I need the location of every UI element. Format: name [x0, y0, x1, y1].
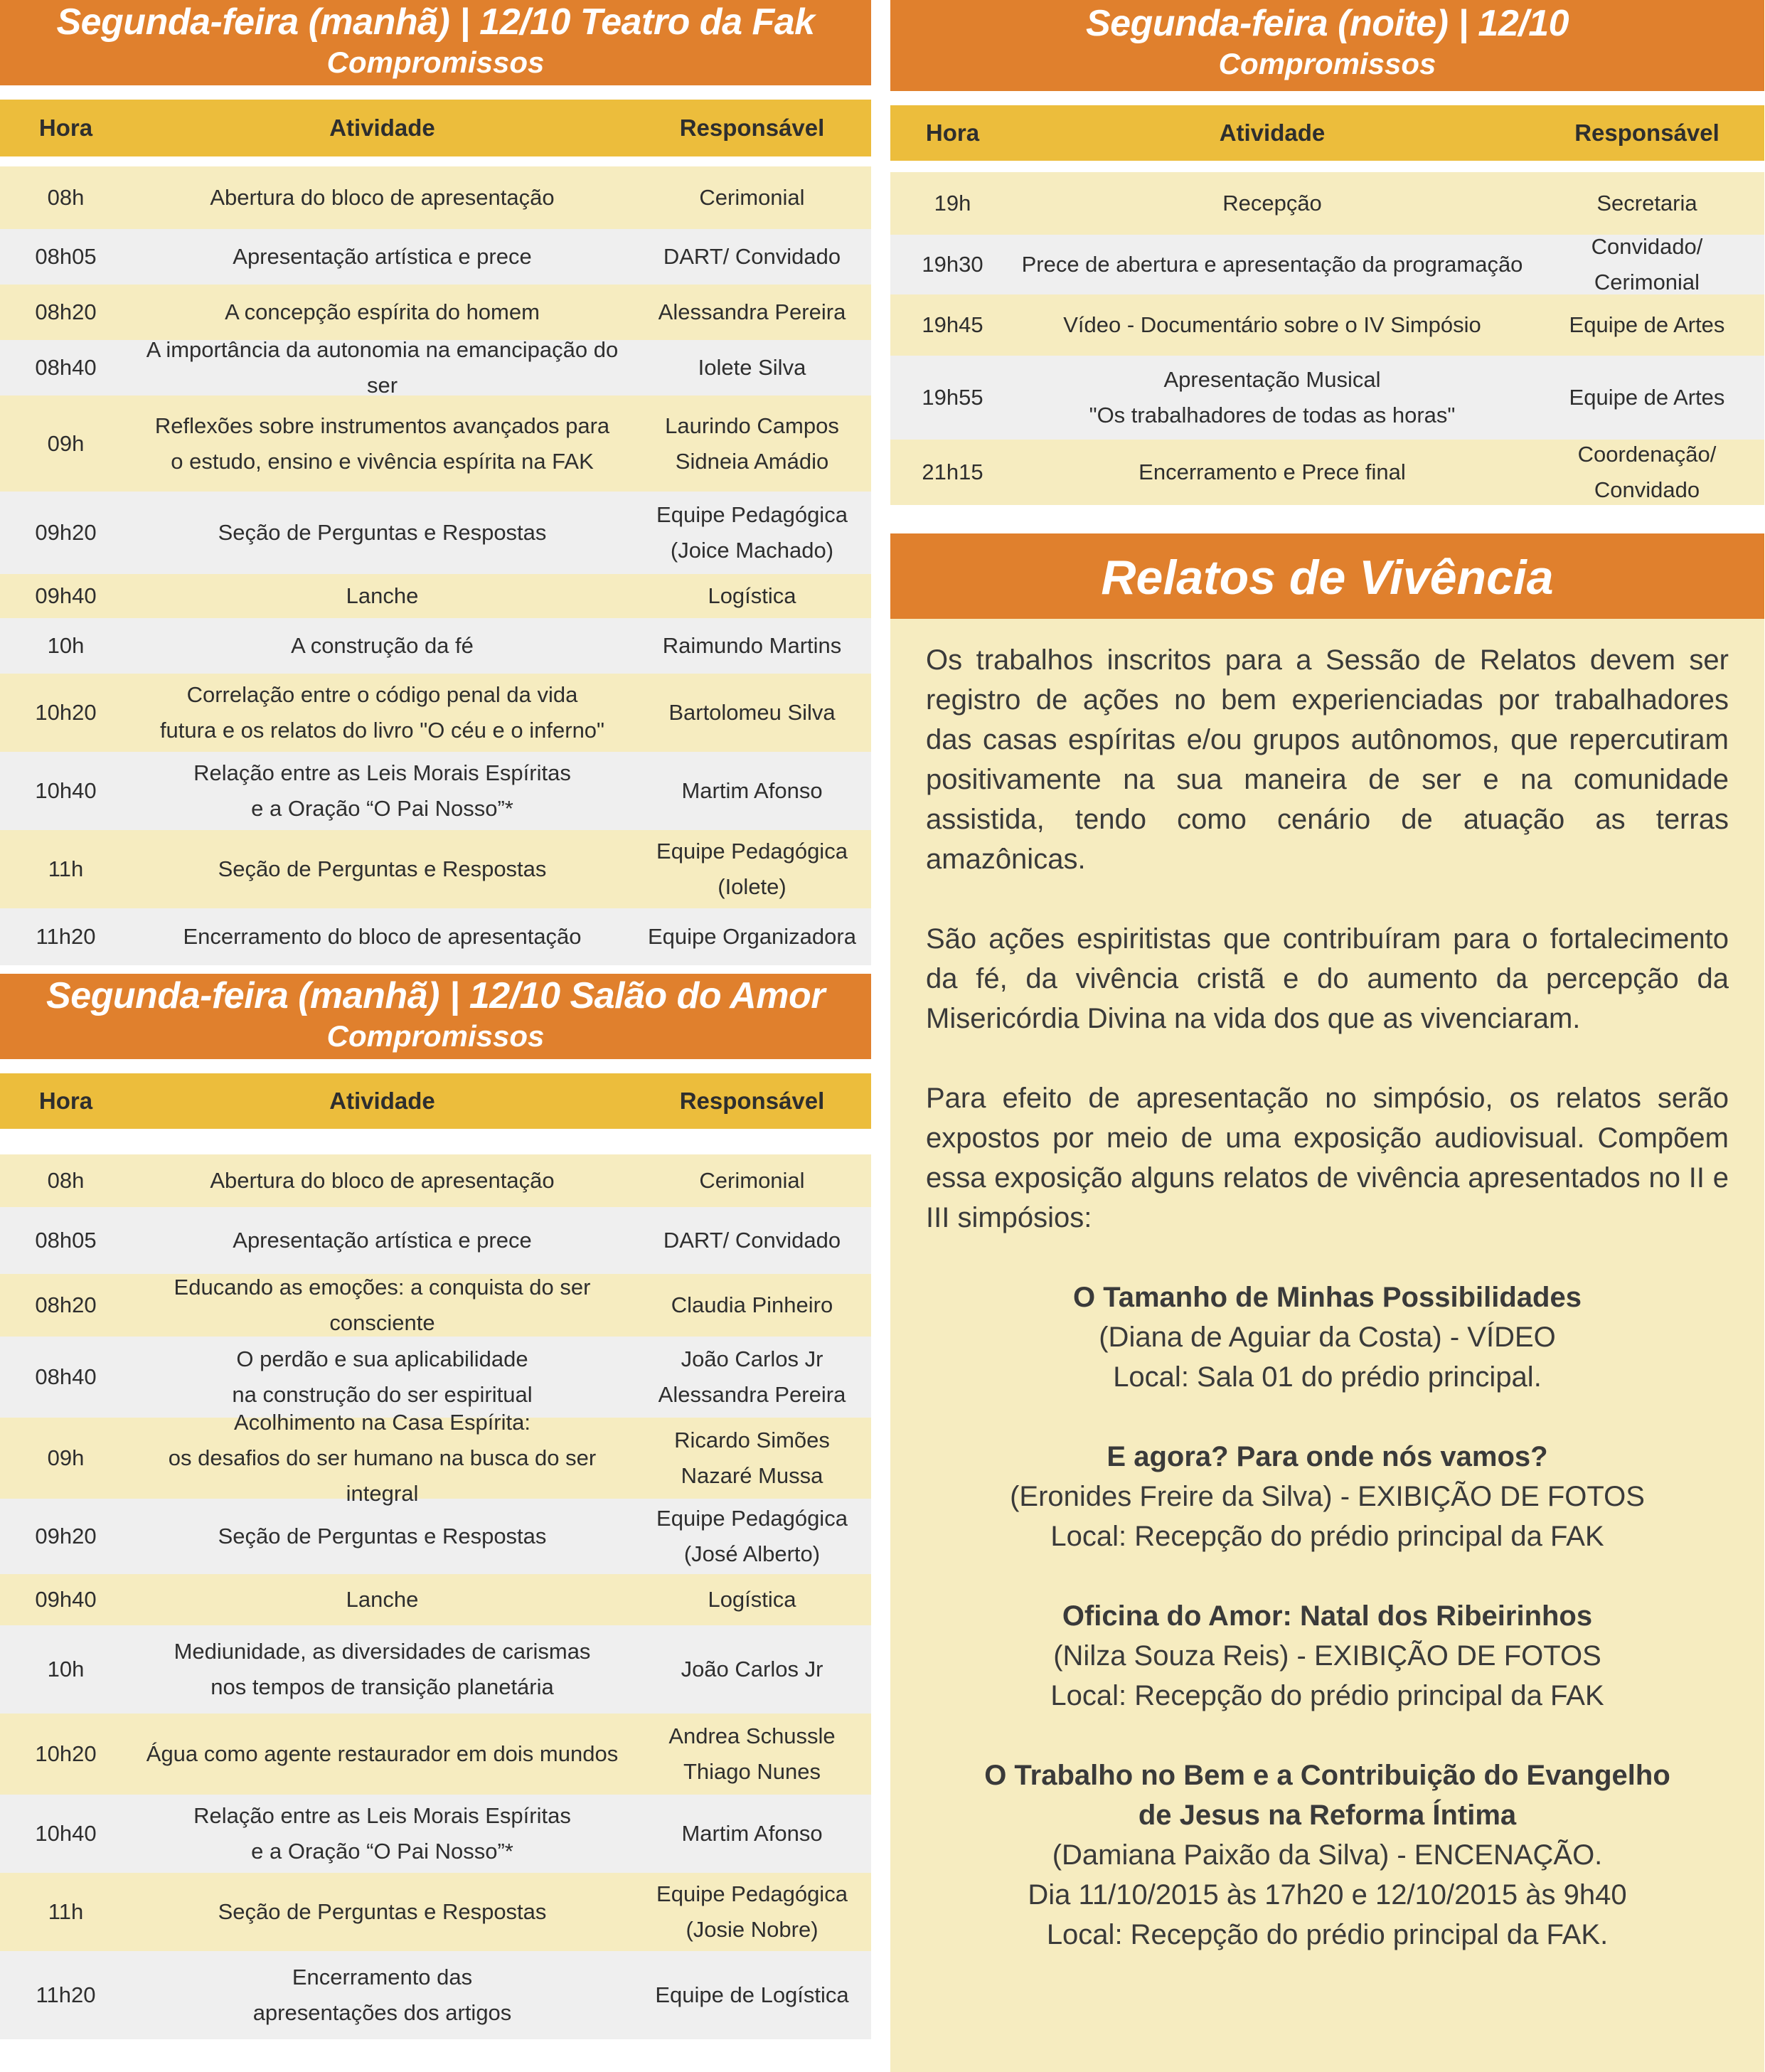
- row-hora: 09h20: [35, 1524, 97, 1548]
- responsavel-line: Cerimonial: [699, 1168, 805, 1193]
- row-responsavel: [633, 180, 871, 216]
- responsavel-line: Convidado: [1594, 477, 1700, 502]
- row-hora: 08h: [47, 185, 85, 210]
- salao-table: [0, 1154, 871, 2039]
- responsavel-line: (Iolete): [718, 874, 786, 899]
- table-row: [0, 1274, 871, 1337]
- row-responsavel: [633, 1582, 871, 1617]
- header-hora: Hora: [38, 1088, 93, 1114]
- responsavel-line: João Carlos Jr: [681, 1346, 823, 1371]
- row-responsavel: [633, 497, 871, 568]
- row-atividade: [132, 1405, 633, 1512]
- responsavel-line: Ricardo Simões: [674, 1428, 830, 1452]
- teatro-table-header: [0, 100, 871, 156]
- row-hora: 19h45: [922, 312, 983, 337]
- table-row: [0, 1873, 871, 1951]
- row-responsavel: [633, 695, 871, 730]
- atividade-line: Água como agente restaurador em dois mundos: [146, 1741, 619, 1766]
- teatro-title: Segunda-feira (manhã) | 12/10 Teatro da Fak: [56, 1, 815, 43]
- atividade-line: Relação entre as Leis Morais Espíritas: [193, 760, 571, 785]
- responsavel-line: Equipe de Artes: [1569, 312, 1725, 337]
- table-row: [0, 1154, 871, 1207]
- table-row: [0, 337, 871, 398]
- teatro-subtitle: Compromissos: [326, 46, 545, 79]
- header-responsavel: Responsável: [679, 115, 825, 141]
- row-atividade: [1015, 307, 1530, 343]
- row-atividade: [132, 239, 633, 275]
- row-responsavel: [633, 1163, 871, 1199]
- row-responsavel: [633, 1977, 871, 2013]
- table-row: [0, 752, 871, 830]
- noite-table-header: [890, 105, 1764, 161]
- responsavel-line: Thiago Nunes: [683, 1759, 821, 1784]
- table-row: [0, 395, 871, 492]
- row-atividade: [132, 755, 633, 827]
- responsavel-line: Alessandra Pereira: [658, 1382, 846, 1407]
- row-hora: 08h05: [35, 244, 97, 269]
- row-hora: 10h20: [35, 700, 97, 725]
- responsavel-line: Logística: [708, 583, 796, 608]
- row-atividade: [132, 1634, 633, 1705]
- row-hora: 08h20: [35, 1292, 97, 1317]
- responsavel-line: Equipe Pedagógica: [656, 1506, 848, 1531]
- responsavel-line: (José Alberto): [683, 1541, 821, 1566]
- atividade-line: Recepção: [1222, 191, 1322, 216]
- row-atividade: [132, 408, 633, 479]
- atividade-line: os desafios do ser humano na busca do ser integral: [168, 1445, 597, 1506]
- table-row: [0, 830, 871, 908]
- row-hora: 11h: [48, 856, 84, 881]
- row-atividade: [1015, 362, 1530, 433]
- header-atividade: Atividade: [329, 115, 435, 141]
- row-hora: 19h55: [922, 385, 983, 410]
- responsavel-line: Sidneia Amádio: [675, 448, 829, 474]
- table-row: [0, 674, 871, 752]
- row-hora: 08h20: [35, 299, 97, 324]
- responsavel-line: Raimundo Martins: [662, 633, 842, 658]
- responsavel-line: Martim Afonso: [681, 1821, 823, 1846]
- noite-subtitle: Compromissos: [1218, 47, 1436, 80]
- atividade-line: apresentações dos artigos: [252, 2000, 512, 2025]
- relatos-stories: [926, 1277, 1729, 1955]
- row-hora: 11h20: [36, 924, 96, 949]
- header-responsavel: Responsável: [679, 1088, 825, 1114]
- row-atividade: [132, 1163, 633, 1199]
- row-hora: 09h40: [35, 583, 97, 608]
- table-row: [0, 1410, 871, 1506]
- row-hora: 21h15: [922, 459, 983, 484]
- responsavel-line: Equipe Pedagógica: [656, 1881, 848, 1906]
- row-atividade: [132, 332, 633, 403]
- salao-table-header: [0, 1073, 871, 1129]
- row-hora: 08h40: [35, 355, 97, 380]
- row-hora: 08h40: [35, 1364, 97, 1389]
- atividade-line: Seção de Perguntas e Respostas: [218, 1524, 547, 1548]
- table-row: [0, 1951, 871, 2039]
- row-responsavel: [633, 773, 871, 809]
- atividade-line: Seção de Perguntas e Respostas: [218, 520, 547, 545]
- responsavel-line: Alessandra Pereira: [658, 299, 846, 324]
- table-row: [0, 492, 871, 574]
- row-hora: 10h40: [35, 1821, 97, 1846]
- row-responsavel: [633, 239, 871, 275]
- relatos-paragraph: Para efeito de apresentação no simpósio, os relatos serão expostos por meio de uma exposição audiovisual. Compõem essa exposição alguns relatos de vivência apresentados no II e III simpósios:: [926, 1083, 1729, 1233]
- row-atividade: [1015, 186, 1530, 221]
- row-atividade: [132, 1960, 633, 2031]
- relatos-title: Relatos de Vivência: [890, 533, 1764, 619]
- responsavel-line: Martim Afonso: [681, 778, 823, 803]
- atividade-line: Relação entre as Leis Morais Espíritas: [193, 1803, 571, 1828]
- noite-header: [890, 0, 1764, 91]
- atividade-line: Seção de Perguntas e Respostas: [218, 1899, 547, 1924]
- responsavel-line: Equipe Organizadora: [648, 924, 856, 949]
- row-atividade: [132, 578, 633, 614]
- relato-item: [926, 1437, 1729, 1556]
- responsavel-line: Equipe Pedagógica: [656, 502, 848, 527]
- row-responsavel: [633, 1342, 871, 1413]
- header-hora: Hora: [38, 115, 93, 141]
- relato-title: O Trabalho no Bem e a Contribuição do Evangelho: [984, 1760, 1670, 1791]
- responsavel-line: Equipe de Logística: [655, 1982, 849, 2007]
- row-responsavel: [633, 1876, 871, 1948]
- responsavel-line: DART/ Convidado: [663, 244, 841, 269]
- atividade-line: Prece de abertura e apresentação da programação: [1021, 252, 1523, 277]
- noite-section: [890, 0, 1764, 505]
- atividade-line: Mediunidade, as diversidades de carismas: [174, 1639, 591, 1664]
- row-responsavel: [633, 1501, 871, 1572]
- table-row: [0, 574, 871, 618]
- relatos-paragraph: Os trabalhos inscritos para a Sessão de Relatos devem ser registro de ações no bem experienciadas por trabalhadores das casas espíritas e/ou grupos autônomos, que repercutiram positivamente na sua maneira de ser e na comunidade assistida, tendo como cenário de atuação as terras amazônicas.: [926, 644, 1729, 875]
- row-atividade: [132, 180, 633, 216]
- row-hora: 09h: [47, 1445, 85, 1470]
- row-responsavel: [633, 834, 871, 905]
- atividade-line: Apresentação artística e prece: [233, 1228, 532, 1253]
- table-row: [0, 166, 871, 229]
- row-responsavel: [633, 350, 871, 386]
- responsavel-line: Equipe Pedagógica: [656, 839, 848, 864]
- atividade-line: Encerramento e Prece final: [1139, 459, 1406, 484]
- atividade-line: o estudo, ensino e vivência espírita na FAK: [171, 448, 594, 474]
- table-row: [890, 235, 1764, 294]
- responsavel-line: DART/ Convidado: [663, 1228, 841, 1253]
- relato-detail: (Eronides Freire da Silva) - EXIBIÇÃO DE FOTOS: [1010, 1481, 1645, 1512]
- atividade-line: Vídeo - Documentário sobre o IV Simpósio: [1063, 312, 1481, 337]
- table-row: [890, 440, 1764, 505]
- header-responsavel: Responsável: [1574, 119, 1719, 146]
- row-hora: 10h20: [35, 1741, 97, 1766]
- relato-title: de Jesus na Reforma Íntima: [1138, 1800, 1517, 1831]
- atividade-line: Encerramento das: [292, 1965, 473, 1989]
- row-atividade: [132, 294, 633, 330]
- table-row: [0, 1207, 871, 1274]
- responsavel-line: Claudia Pinheiro: [671, 1292, 833, 1317]
- row-atividade: [132, 919, 633, 955]
- row-hora: 19h30: [922, 252, 983, 277]
- teatro-section: [0, 0, 871, 965]
- atividade-line: futura e os relatos do livro "O céu e o inferno": [159, 718, 605, 743]
- atividade-line: nos tempos de transição planetária: [210, 1674, 554, 1699]
- noite-title: Segunda-feira (noite) | 12/10: [1085, 3, 1569, 44]
- responsavel-line: Bartolomeu Silva: [668, 700, 836, 725]
- atividade-line: e a Oração “O Pai Nosso”*: [251, 796, 513, 821]
- row-hora: 11h: [48, 1899, 84, 1924]
- row-atividade: [132, 628, 633, 664]
- responsavel-line: Coordenação/: [1577, 442, 1717, 467]
- relato-title: E agora? Para onde nós vamos?: [1107, 1441, 1548, 1472]
- row-hora: 19h: [934, 191, 971, 216]
- row-hora: 11h20: [36, 1982, 96, 2007]
- row-responsavel: [633, 408, 871, 479]
- row-responsavel: [633, 1816, 871, 1851]
- relato-title: O Tamanho de Minhas Possibilidades: [1073, 1282, 1582, 1313]
- row-responsavel: [633, 1287, 871, 1323]
- table-row: [0, 1625, 871, 1714]
- atividade-line: Acolhimento na Casa Espírita:: [234, 1410, 530, 1435]
- atividade-line: Lanche: [346, 1587, 419, 1612]
- salao-title: Segunda-feira (manhã) | 12/10 Salão do Amor: [46, 975, 825, 1016]
- noite-table: [890, 172, 1764, 505]
- row-responsavel: [633, 1718, 871, 1790]
- row-responsavel: [633, 578, 871, 614]
- atividade-line: Apresentação artística e prece: [233, 244, 532, 269]
- row-hora: 09h: [47, 430, 85, 456]
- table-row: [0, 1795, 871, 1873]
- row-responsavel: [1530, 186, 1764, 221]
- salao-section: [0, 965, 871, 2039]
- row-hora: 08h05: [35, 1228, 97, 1253]
- row-atividade: [132, 1894, 633, 1930]
- relato-item: [926, 1277, 1729, 1397]
- row-atividade: [132, 1223, 633, 1258]
- responsavel-line: Nazaré Mussa: [681, 1463, 823, 1488]
- row-responsavel: [633, 1223, 871, 1258]
- row-hora: 09h40: [35, 1587, 97, 1612]
- row-atividade: [1015, 247, 1530, 282]
- row-hora: 10h40: [35, 778, 97, 803]
- salao-header: [0, 974, 871, 1059]
- relato-detail: Local: Recepção do prédio principal da FAK: [1050, 1521, 1604, 1552]
- atividade-line: Lanche: [346, 583, 419, 608]
- atividade-line: na construção do ser espiritual: [232, 1382, 533, 1407]
- table-row: [890, 172, 1764, 235]
- table-row: [0, 1574, 871, 1625]
- atividade-line: Apresentação Musical: [1163, 367, 1381, 392]
- row-responsavel: [633, 1423, 871, 1494]
- responsavel-line: Secretaria: [1596, 191, 1697, 216]
- responsavel-line: (Joice Machado): [670, 538, 834, 563]
- atividade-line: Abertura do bloco de apresentação: [210, 1168, 555, 1193]
- teatro-table: [0, 166, 871, 965]
- right-column: [890, 0, 1764, 505]
- row-atividade: [1015, 455, 1530, 490]
- header-atividade: Atividade: [329, 1088, 435, 1114]
- row-responsavel: [1530, 380, 1764, 415]
- responsavel-line: Logística: [708, 1587, 796, 1612]
- left-column: [0, 0, 871, 2039]
- atividade-line: A importância da autonomia na emancipação do ser: [146, 337, 619, 398]
- row-responsavel: [1530, 307, 1764, 343]
- responsavel-line: Laurindo Campos: [665, 413, 839, 438]
- atividade-line: A construção da fé: [291, 633, 474, 658]
- row-responsavel: [1530, 437, 1764, 508]
- relato-detail: (Diana de Aguiar da Costa) - VÍDEO: [1099, 1322, 1556, 1353]
- atividade-line: Correlação entre o código penal da vida: [186, 682, 578, 707]
- row-atividade: [132, 515, 633, 551]
- row-atividade: [132, 1270, 633, 1341]
- salao-subtitle: Compromissos: [326, 1019, 545, 1053]
- row-atividade: [132, 851, 633, 887]
- atividade-line: Educando as emoções: a conquista do ser consciente: [174, 1275, 591, 1335]
- row-responsavel: [633, 628, 871, 664]
- responsavel-line: Cerimonial: [1594, 270, 1700, 294]
- atividade-line: "Os trabalhadores de todas as horas": [1089, 403, 1456, 427]
- relato-detail: Local: Recepção do prédio principal da FAK.: [1046, 1919, 1609, 1950]
- relatos-paragraph: São ações espiritistas que contribuíram para o fortalecimento da fé, da vivência cristã e do aumento da percepção da Misericórdia Divina na vida dos que as vivenciaram.: [926, 923, 1729, 1034]
- row-atividade: [132, 677, 633, 748]
- relato-detail: Dia 11/10/2015 às 17h20 e 12/10/2015 às 9h40: [1028, 1879, 1627, 1911]
- relato-detail: (Damiana Paixão da Silva) - ENCENAÇÃO.: [1052, 1839, 1603, 1871]
- table-row: [0, 229, 871, 285]
- teatro-header: [0, 0, 871, 85]
- row-hora: 10h: [47, 633, 85, 658]
- row-atividade: [132, 1736, 633, 1772]
- relato-item: [926, 1596, 1729, 1716]
- responsavel-line: Cerimonial: [699, 185, 805, 210]
- responsavel-line: Iolete Silva: [698, 355, 806, 380]
- relatos-body: [890, 619, 1764, 1955]
- responsavel-line: Convidado/: [1591, 234, 1703, 259]
- row-hora: 09h20: [35, 520, 97, 545]
- row-atividade: [132, 1342, 633, 1413]
- header-hora: Hora: [925, 119, 980, 146]
- table-row: [890, 294, 1764, 356]
- row-responsavel: [633, 1652, 871, 1687]
- relato-detail: Local: Sala 01 do prédio principal.: [1113, 1361, 1542, 1393]
- table-row: [890, 356, 1764, 440]
- row-responsavel: [633, 294, 871, 330]
- relato-title: Oficina do Amor: Natal dos Ribeirinhos: [1062, 1600, 1593, 1632]
- atividade-line: Reflexões sobre instrumentos avançados para: [154, 413, 610, 438]
- row-atividade: [132, 1582, 633, 1617]
- table-row: [0, 908, 871, 965]
- row-hora: 10h: [47, 1657, 85, 1681]
- relato-item: [926, 1755, 1729, 1955]
- atividade-line: e a Oração “O Pai Nosso”*: [251, 1839, 513, 1864]
- atividade-line: A concepção espírita do homem: [225, 299, 540, 324]
- row-atividade: [132, 1798, 633, 1869]
- relato-detail: (Nilza Souza Reis) - EXIBIÇÃO DE FOTOS: [1053, 1640, 1601, 1672]
- table-row: [0, 1714, 871, 1795]
- responsavel-line: Equipe de Artes: [1569, 385, 1725, 410]
- responsavel-line: Andrea Schussle: [668, 1723, 836, 1748]
- row-atividade: [132, 1519, 633, 1554]
- atividade-line: Abertura do bloco de apresentação: [210, 185, 555, 210]
- responsavel-line: (Josie Nobre): [686, 1917, 818, 1942]
- table-row: [0, 618, 871, 674]
- row-hora: 08h: [47, 1168, 85, 1193]
- atividade-line: Seção de Perguntas e Respostas: [218, 856, 547, 881]
- row-responsavel: [633, 919, 871, 955]
- atividade-line: Encerramento do bloco de apresentação: [183, 924, 582, 949]
- header-atividade: Atividade: [1219, 119, 1326, 146]
- relatos-section: [890, 533, 1764, 2072]
- responsavel-line: João Carlos Jr: [681, 1657, 823, 1681]
- row-responsavel: [1530, 229, 1764, 300]
- relato-detail: Local: Recepção do prédio principal da FAK: [1050, 1680, 1604, 1711]
- atividade-line: O perdão e sua aplicabilidade: [236, 1346, 528, 1371]
